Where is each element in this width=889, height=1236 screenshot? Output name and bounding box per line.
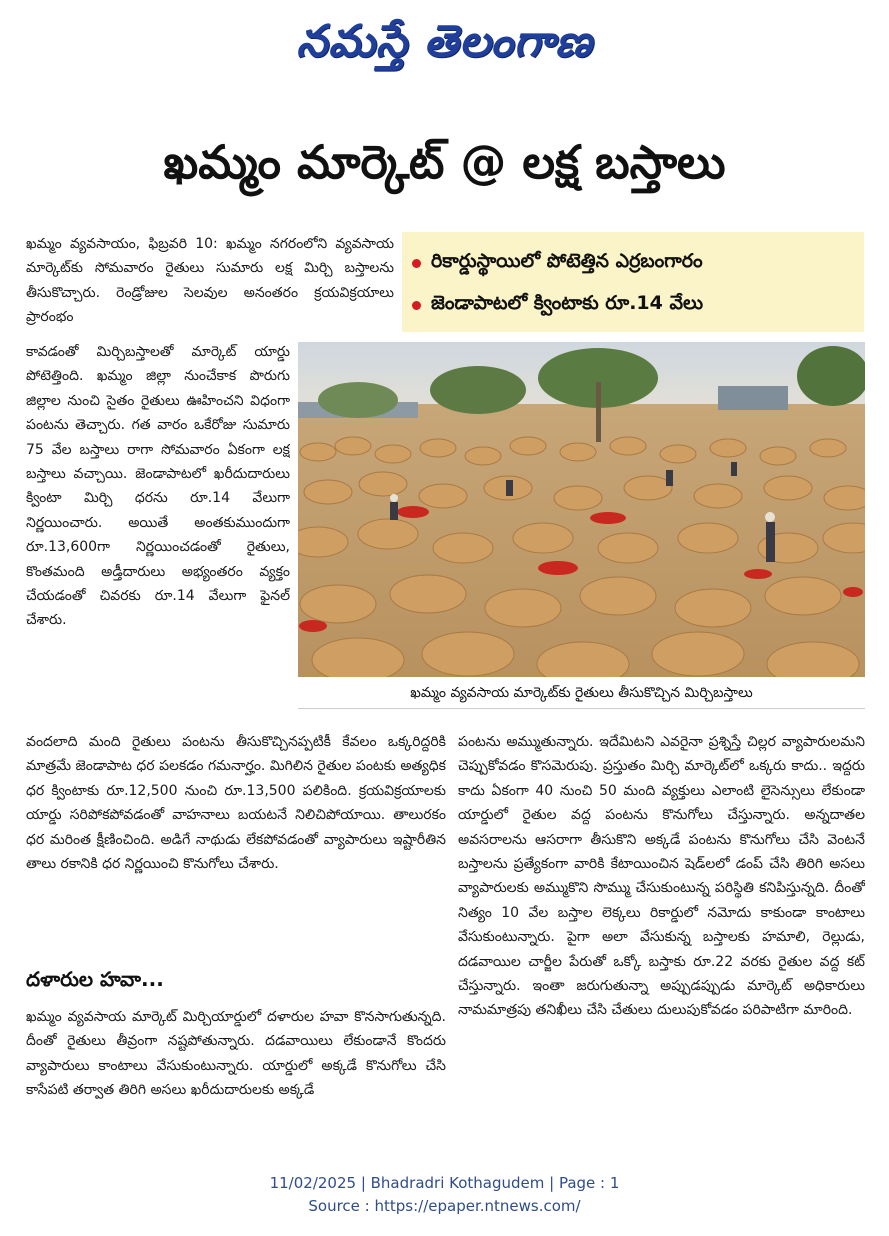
- article-column-left: వందలాది మంది రైతులు పంటను తీసుకొచ్చినప్పటికీ కేవలం ఒక్కరిద్దరికి మాత్రమే జెండాపాట ధర పలకడం గమనార్హం. మిగిలిన రైతుల పంటకు అత్యధిక ధర క్వింటాకు రూ.12,500 నుంచి రూ.13,500 పలికింది. క్రయవిక్రయాలకు యార్డు సరిపోకపోవడంతో వాహనాలు బయటనే నిలిచిపోయాయి. తాలురకం ధర మరింత క్షీణించింది. అడిగే నాథుడు లేకపోవడంతో వ్యాపారులు ఇష్టారీతిన తాలు రకానికి ధర నిర్ణయించి కొనుగోలు చేశారు.: [26, 734, 446, 873]
- highlight-item: [412, 284, 858, 326]
- article-lead-side: కావడంతో మిర్చిబస్తాలతో మార్కెట్ యార్డు పోటెత్తింది. ఖమ్మం జిల్లా నుంచేకాక పొరుగు జిల్లాల నుంచి సైతం రైతులు ఊహించని విధంగా పంటను తెచ్చారు. గత వారం ఒకేరోజు సుమారు 75 వేల బస్తాలు రాగా సోమవారం ఏకంగా లక్ష బస్తాలు వచ్చాయి. జెండాపాటలో ఖరీదుదారులు క్వింటా మిర్చి ధరను రూ.14 వేలుగా నిర్ణయించారు. అయితే అంతకుముందుగా రూ.13,600గా నిర్ణయించడంతో రైతులు, కొంతమంది అడ్తీదారులు అభ్యంతరం వ్యక్తం చేయడంతో చివరకు రూ.14 వేలుగా ఫైనల్ చేశారు.: [26, 344, 290, 629]
- highlight-text: రికార్డుస్థాయిలో పోటెత్తిన ఎర్రబంగారం: [431, 249, 703, 272]
- highlight-text: జెండాపాటలో క్వింటాకు రూ.14 వేలు: [431, 291, 704, 314]
- page-footer: [0, 1172, 889, 1218]
- bullet-icon: [412, 301, 421, 310]
- footer-source-link[interactable]: Source : https://epaper.ntnews.com/: [308, 1197, 581, 1215]
- highlights-box: [402, 232, 864, 332]
- article-lead-top: ఖమ్మం వ్యవసాయం, ఫిబ్రవరి 10: ఖమ్మం నగరంలోని వ్యవసాయ మార్కెట్‌కు సోమవారం రైతులు సుమారు లక్ష మిర్చి బస్తాలను తీసుకొచ్చారు. రెండ్రోజుల సెలవుల అనంతరం క్రయవిక్రయాలు ప్రారంభం: [26, 236, 394, 326]
- article-subsection-text: ఖమ్మం వ్యవసాయ మార్కెట్ మిర్చియార్డులో దళారుల హవా కొనసాగుతున్నది. దీంతో రైతులు తీవ్రంగా నష్టపోతున్నారు. దడవాయిలు లేకుండానే కొందరు వ్యాపారులు కాంటాలు వేసుకుంటున్నారు. యార్డులో అక్కడే కొనుగోలు చేసి కాసేపటి తర్వాత తిరిగి అసలు ఖరీదుదారులకు అక్కడే: [26, 1009, 446, 1099]
- bullet-icon: [412, 259, 421, 268]
- article-column-right: పంటను అమ్ముతున్నారు. ఇదేమిటని ఎవరైనా ప్రశ్నిస్తే చిల్లర వ్యాపారులమని చెప్పుకోవడం కొసమెరుపు. ప్రస్తుతం మిర్చి మార్కెట్‌లో ఒక్కరు కాదు.. ఇద్దరు కాదు ఏకంగా 40 నుంచి 50 మంది వ్యక్తులు ఎలాంటి లైసెన్సులు లేకుండా యార్డులో రైతుల వద్ద పంటను కొనుగోలు చేస్తున్నారు. అన్నదాతల అవసరాలను ఆసరాగా తీసుకొని అక్కడే పంటను కొనుగోలు చేసి వెంటనే బస్తాలను ప్రత్యేకంగా వారికి కేటాయించిన షెడ్‌లలో డంప్ చేసి తిరిగి అసలు వ్యాపారులకు అమ్ముకొని సొమ్ము చేసుకుంటున్న పరిస్థితి కనిపిస్తున్నది. దీంతో నిత్యం 10 వేల బస్తాల లెక్కలు రికార్డులో నమోదు కాకుండా కాంటాలు వేసుకుంటున్నారు. పైగా అలా వేసుకున్న బస్తాలకు హమాలి, రెల్లుడు, దడవాయిల చార్జీల పేరుతో ఒక్కో బస్తాకు రూ.22 వరకు రైతుల వద్ద కట్ చేస్తున్నారు. ఇంతా జరుగుతున్నా అప్పుడప్పుడు మార్కెట్ అధికారులు నామమాత్రపు తనిఖీలు చేసి చేతులు దులుపుకోవడం పరిపాటిగా మారింది.: [458, 734, 865, 1019]
- masthead-logo: నమస్తే తెలంగాణ: [296, 16, 593, 67]
- headline: ఖమ్మం మార్కెట్ @ లక్ష బస్తాలు: [163, 135, 726, 189]
- photo-caption: ఖమ్మం వ్యవసాయ మార్కెట్‌కు రైతులు తీసుకొచ్చిన మిర్చిబస్తాలు: [298, 678, 865, 709]
- section-subheading: దళారుల హవా...: [26, 967, 164, 991]
- footer-edition-info: 11/02/2025 | Bhadradri Kothagudem | Page : 1: [269, 1174, 620, 1192]
- chilli-bags-photo-image: [298, 342, 865, 677]
- market-photo: [298, 342, 865, 677]
- highlight-item: [412, 242, 858, 284]
